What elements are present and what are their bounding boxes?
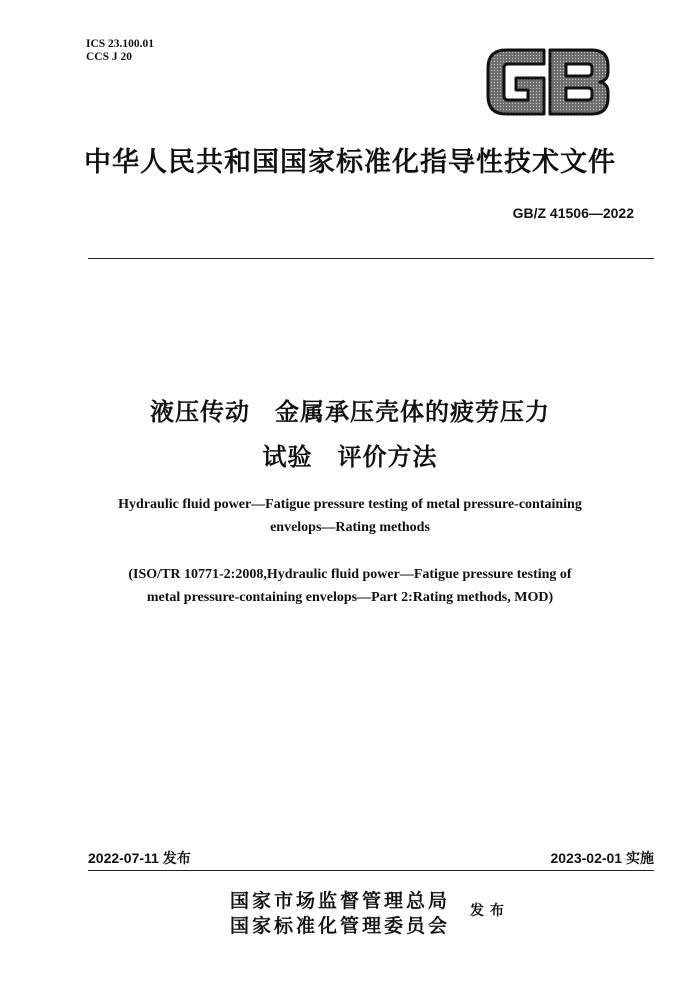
issuer-sac: 国家标准化管理委员会 <box>230 915 451 937</box>
implementation-date: 2023-02-01 实施 <box>550 850 654 866</box>
title-chinese-line2: 试验 评价方法 <box>262 443 438 471</box>
gb-logo <box>484 42 614 122</box>
document-type: 中华人民共和国国家标准化指导性技术文件 <box>84 147 616 178</box>
classification-codes <box>86 38 154 64</box>
adoption-note-line2: metal pressure-containing envelops—Part 2:Rating methods, MOD) <box>146 590 554 605</box>
publish-label: 发布 <box>470 903 510 919</box>
issue-date: 2022-07-11 发布 <box>88 850 191 866</box>
title-english-line2: envelops—Rating methods <box>270 520 430 535</box>
title-english-line1: Hydraulic fluid power—Fatigue pressure testing of metal pressure-containing <box>118 497 582 512</box>
standard-number: GB/Z 41506—2022 <box>512 205 634 221</box>
ccs-code: CCS J 20 <box>86 51 133 63</box>
header-divider <box>88 258 654 259</box>
adoption-note-line1: (ISO/TR 10771-2:2008,Hydraulic fluid power—Fatigue pressure testing of <box>128 567 572 582</box>
issuer-samr: 国家市场监督管理总局 <box>230 890 451 912</box>
title-chinese-line1: 液压传动 金属承压壳体的疲劳压力 <box>150 398 550 426</box>
footer-divider <box>88 870 654 871</box>
ics-code: ICS 23.100.01 <box>86 38 155 50</box>
